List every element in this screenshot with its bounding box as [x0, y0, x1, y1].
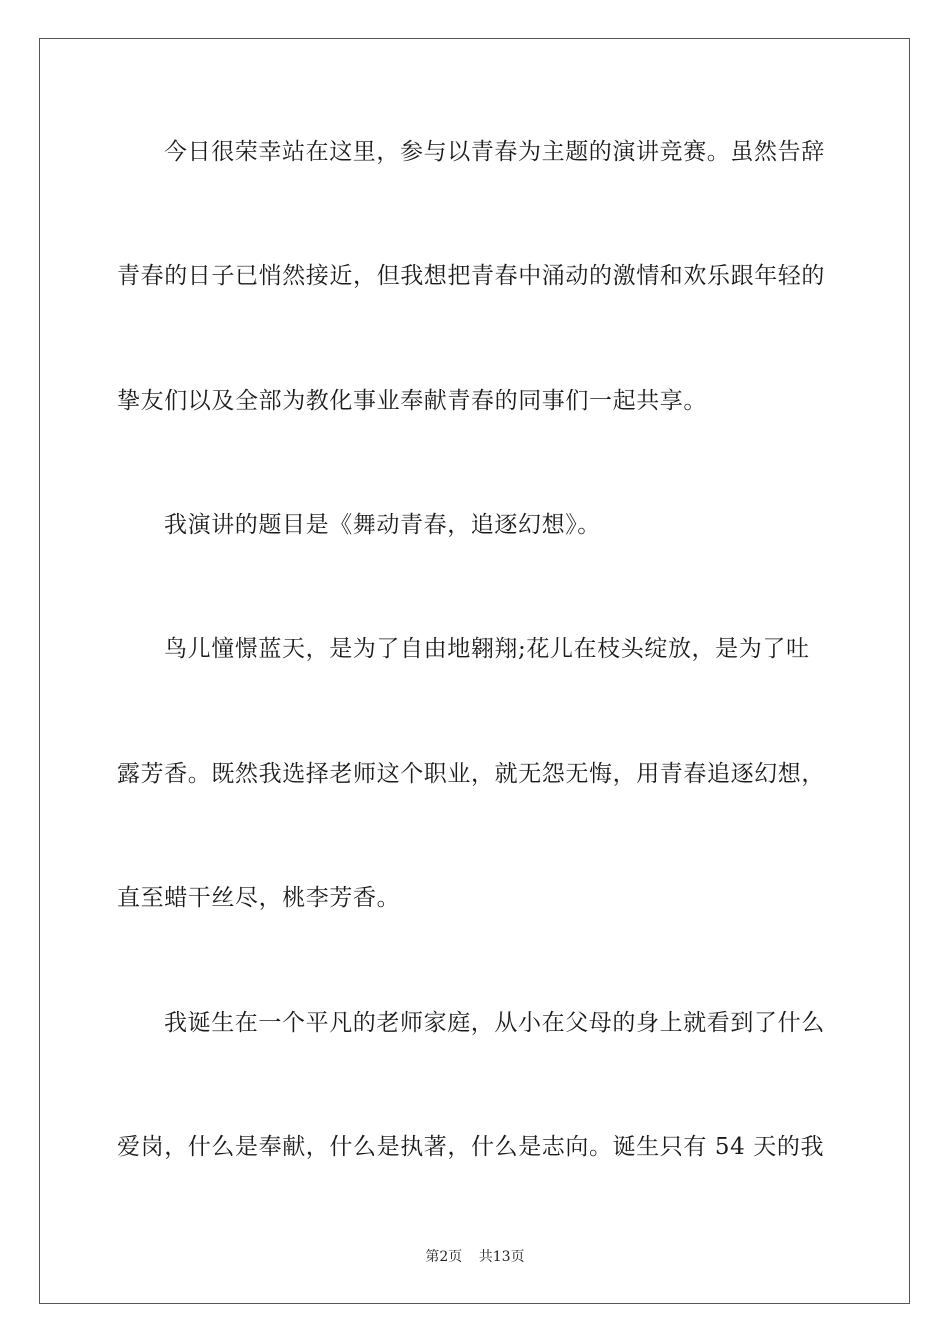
page-total: 共13页 — [478, 1249, 525, 1265]
paragraph-line: 我诞生在一个平凡的老师家庭，从小在父母的身上就看到了什么 — [164, 1010, 825, 1036]
page-border — [39, 38, 910, 1304]
paragraph-line: 爱岗，什么是奉献，什么是执著，什么是志向。诞生只有 54 天的我 — [117, 1134, 825, 1160]
paragraph-line: 青春的日子已悄然接近，但我想把青春中涌动的激情和欢乐跟年轻的 — [117, 263, 825, 289]
paragraph-line: 我演讲的题目是《舞动青春，追逐幻想》。 — [164, 512, 601, 538]
paragraph-line: 露芳香。既然我选择老师这个职业，就无怨无悔，用青春追逐幻想， — [117, 761, 825, 787]
paragraph-line: 今日很荣幸站在这里，参与以青春为主题的演讲竞赛。虽然告辞 — [164, 139, 825, 165]
paragraph-line: 挚友们以及全部为教化事业奉献青春的同事们一起共享。 — [117, 388, 707, 414]
paragraph-line: 鸟儿憧憬蓝天，是为了自由地翱翔;花儿在枝头绽放，是为了吐 — [164, 636, 810, 662]
paragraph-line: 直至蜡干丝尽，桃李芳香。 — [117, 885, 401, 911]
page-number: 第2页 — [425, 1249, 463, 1265]
page-footer — [0, 1246, 950, 1266]
